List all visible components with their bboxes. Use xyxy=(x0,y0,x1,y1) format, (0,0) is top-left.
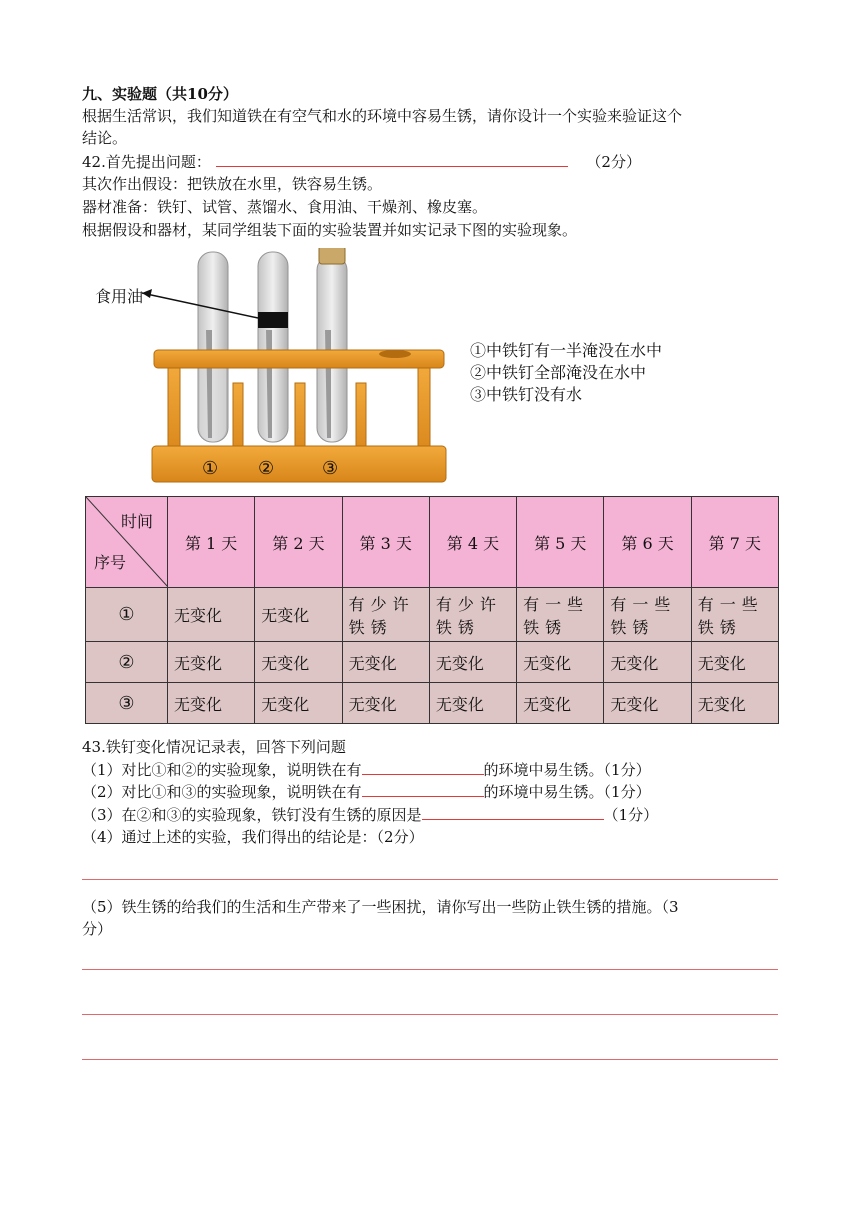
table-row xyxy=(86,642,779,683)
q43-p4-answer-line[interactable] xyxy=(82,879,778,880)
q43-p3-suffix: （1分） xyxy=(603,806,659,824)
table-cell: 无变化 xyxy=(429,642,516,683)
corner-index-label: 序号 xyxy=(94,553,127,572)
setup-text: 根据假设和器材，某同学组装下面的实验装置并如实记录下图的实验现象。 xyxy=(82,221,578,239)
test-tube-apparatus-figure xyxy=(90,248,490,488)
table-corner-cell xyxy=(86,497,168,588)
table-cell: 有一些铁锈 xyxy=(604,588,691,642)
table-cell: 无变化 xyxy=(517,642,604,683)
table-cell: 有少许铁锈 xyxy=(342,588,429,642)
q42-line xyxy=(82,150,641,173)
q43-p3-blank[interactable] xyxy=(422,803,604,820)
oil-label: 食用油 xyxy=(95,287,144,306)
q42-answer-blank[interactable] xyxy=(216,150,568,167)
table-cell: 无变化 xyxy=(342,642,429,683)
q43-p1-text: （1）对比①和②的实验现象，说明铁在有 xyxy=(82,761,362,779)
q43-part-5-line-1: （5）铁生锈的给我们的生活和生产带来了一些困扰，请你写出一些防止铁生锈的措施。（3 xyxy=(82,898,679,916)
table-cell: 无变化 xyxy=(604,683,691,724)
table-cell: 无变化 xyxy=(691,642,778,683)
q42-score: （2分） xyxy=(586,153,641,171)
corner-time-label: 时间 xyxy=(120,512,153,531)
q42-prompt: 42.首先提出问题： xyxy=(82,153,211,171)
section-title: 九、实验题（共10分） xyxy=(82,85,238,103)
q43-part-2 xyxy=(82,780,651,803)
day-header: 第 3 天 xyxy=(342,497,429,588)
row-index: ① xyxy=(86,588,168,642)
tube-label-1: ① xyxy=(202,458,219,479)
figure-notes xyxy=(470,340,662,406)
apparatus-illustration xyxy=(90,248,490,488)
row-index: ② xyxy=(86,642,168,683)
hypothesis-text: 其次作出假设：把铁放在水里，铁容易生锈。 xyxy=(82,175,383,193)
day-header: 第 1 天 xyxy=(168,497,255,588)
table-cell: 有少许铁锈 xyxy=(429,588,516,642)
q43-p2-text: （2）对比①和③的实验现象，说明铁在有 xyxy=(82,783,362,801)
table-cell: 无变化 xyxy=(255,588,342,642)
q43-p1-suffix: 的环境中易生锈。（1分） xyxy=(483,761,651,779)
table-cell: 无变化 xyxy=(429,683,516,724)
table-cell: 无变化 xyxy=(517,683,604,724)
q43-part-4: （4）通过上述的实验，我们得出的结论是：（2分） xyxy=(82,828,424,846)
intro-line-2: 结论。 xyxy=(82,129,128,147)
materials-text: 器材准备：铁钉、试管、蒸馏水、食用油、干燥剂、橡皮塞。 xyxy=(82,198,488,216)
table-cell: 无变化 xyxy=(604,642,691,683)
test-tube-3 xyxy=(317,248,347,442)
table-cell: 无变化 xyxy=(168,683,255,724)
day-header: 第 5 天 xyxy=(517,497,604,588)
table-cell: 有一些铁锈 xyxy=(691,588,778,642)
table-cell: 无变化 xyxy=(255,642,342,683)
q43-p3-text: （3）在②和③的实验现象，铁钉没有生锈的原因是 xyxy=(82,806,422,824)
table-cell: 有一些铁锈 xyxy=(517,588,604,642)
test-tube-1 xyxy=(198,252,228,442)
q43-p5-answer-line-3[interactable] xyxy=(82,1059,778,1060)
table-cell: 无变化 xyxy=(691,683,778,724)
table-cell: 无变化 xyxy=(342,683,429,724)
q43-part-3 xyxy=(82,803,658,826)
rust-record-table xyxy=(85,496,779,724)
q43-p2-suffix: 的环境中易生锈。（1分） xyxy=(483,783,651,801)
day-header: 第 7 天 xyxy=(691,497,778,588)
q43-title: 43.铁钉变化情况记录表，回答下列问题 xyxy=(82,738,346,756)
table-cell: 无变化 xyxy=(168,642,255,683)
note-2: ②中铁钉全部淹没在水中 xyxy=(470,363,647,382)
table-header-row xyxy=(86,497,779,588)
test-tube-2 xyxy=(258,252,288,442)
day-header: 第 6 天 xyxy=(604,497,691,588)
tube-label-2: ② xyxy=(258,458,275,479)
table-cell: 无变化 xyxy=(168,588,255,642)
q43-p5-answer-line-2[interactable] xyxy=(82,1014,778,1015)
note-3: ③中铁钉没有水 xyxy=(470,385,583,404)
q43-part-1 xyxy=(82,758,651,781)
q43-part-5-line-2: 分） xyxy=(82,920,113,938)
tube-label-3: ③ xyxy=(322,458,339,479)
intro-line-1: 根据生活常识，我们知道铁在有空气和水的环境中容易生锈，请你设计一个实验来验证这个 xyxy=(82,107,683,125)
table-cell: 无变化 xyxy=(255,683,342,724)
q43-p5-answer-line-1[interactable] xyxy=(82,969,778,970)
table-row xyxy=(86,588,779,642)
table-row xyxy=(86,683,779,724)
q43-p1-blank[interactable] xyxy=(362,758,484,775)
row-index: ③ xyxy=(86,683,168,724)
day-header: 第 4 天 xyxy=(429,497,516,588)
day-header: 第 2 天 xyxy=(255,497,342,588)
q43-p2-blank[interactable] xyxy=(362,780,484,797)
note-1: ①中铁钉有一半淹没在水中 xyxy=(470,341,663,360)
